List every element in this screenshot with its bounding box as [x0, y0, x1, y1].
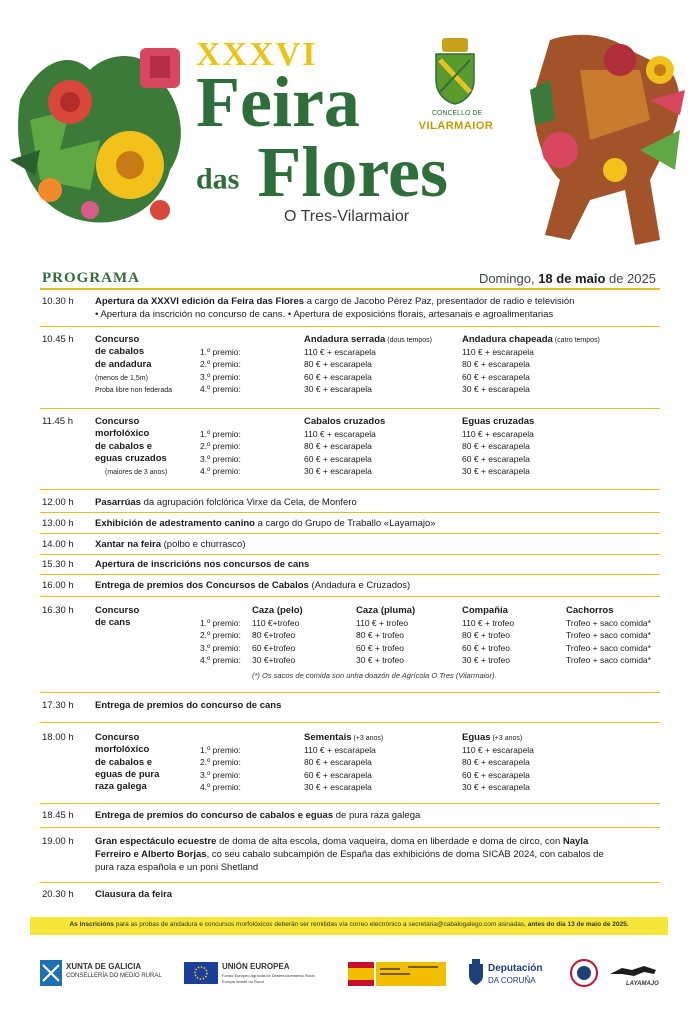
- deputacion-coruna: DA CORUÑA: [488, 976, 536, 985]
- contest-pura-raza-title: [95, 732, 159, 793]
- prize-value: 80 € + escarapela: [304, 441, 372, 452]
- divider: [40, 512, 660, 513]
- col-eguas-cruzadas-title: Eguas cruzadas: [462, 416, 535, 427]
- event-bold: Pasarrúas: [95, 497, 141, 508]
- time-1200: 12.00 h: [42, 497, 74, 508]
- time-1730: 17.30 h: [42, 700, 74, 711]
- event-1030-line2: • Apertura da inscrición no concurso de cans. • Apertura de exposicións florais, artesanais e agroalimentarias: [95, 309, 554, 320]
- divider: [40, 596, 660, 597]
- event-1530: Apertura de inscricións nos concursos de cans: [95, 559, 310, 570]
- time-1900: 19.00 h: [42, 836, 74, 847]
- col-title: Eguas: [462, 732, 491, 743]
- flower-illustration-left-icon: [10, 40, 200, 240]
- col-eguas: [462, 744, 534, 793]
- col-cabalos-cruzados-title: Cabalos cruzados: [304, 416, 386, 427]
- prize-value: 80 € + trofeo: [462, 630, 510, 641]
- notice-bold: As inscricións: [69, 921, 114, 928]
- title-line: morfolóxico: [95, 744, 150, 756]
- prize-labels: [200, 428, 241, 477]
- contest-andadura-note1: (menos de 1,5m): [95, 375, 148, 382]
- divider: [40, 722, 660, 723]
- event-1400: [95, 539, 245, 551]
- prize-label: 1.º premio:: [200, 745, 241, 755]
- col-title: Sementais: [304, 732, 352, 743]
- event-1030-bold: Apertura da XXXVI edición da Feira das Flores: [95, 296, 305, 307]
- prize-value: 30 € + escarapela: [304, 383, 372, 394]
- event-1900-line2: [95, 849, 604, 861]
- prize-label: 4.º premio:: [200, 781, 241, 792]
- prize-label: 1.º premio:: [200, 429, 241, 439]
- prize-label: 2.º premio:: [200, 359, 241, 370]
- prize-value: 30 € + trofeo: [462, 654, 510, 665]
- divider: [40, 803, 660, 804]
- ue-label: UNIÓN EUROPEA: [222, 962, 290, 971]
- col-title: Andadura chapeada: [462, 334, 553, 345]
- municipality-crest-icon: [432, 36, 478, 106]
- divider: [40, 692, 660, 693]
- prize-value: 110 € + escarapela: [304, 745, 376, 755]
- prize-value: 80 € + escarapela: [462, 441, 530, 452]
- title-line: eguas de pura: [95, 768, 160, 780]
- event-1600: [95, 580, 410, 592]
- xunta-consellaria: CONSELLERÍA DO MEDIO RURAL: [66, 973, 162, 979]
- event-text: de pura raza galega: [333, 810, 421, 821]
- eu-flag-icon: [184, 962, 218, 984]
- time-1030: 10.30 h: [42, 296, 74, 307]
- divider: [40, 554, 660, 555]
- date-bold: 18 de maio: [538, 271, 606, 286]
- prize-value: 110 € + escarapela: [304, 429, 376, 439]
- prize-value: Trofeo + saco comida*: [566, 618, 651, 628]
- title-line: eguas cruzados: [95, 452, 167, 464]
- col-note: (catro tempos): [552, 337, 600, 344]
- deputacion-label: Deputación: [488, 963, 543, 974]
- prize-label: 2.º premio:: [200, 441, 241, 452]
- time-1145: 11.45 h: [42, 416, 73, 427]
- prize-value: 80 € + escarapela: [304, 757, 372, 768]
- prize-label: 3.º premio:: [200, 371, 241, 382]
- title-line: morfolóxico: [95, 428, 150, 440]
- event-1900-line3: pura raza española e un poni Shetland: [95, 862, 259, 873]
- prize-value: Trofeo + saco comida*: [566, 654, 651, 665]
- event-1730: Entrega de premios do concurso de cans: [95, 700, 282, 711]
- prize-label: 3.º premio:: [200, 453, 241, 464]
- horse-association-badge-icon: [570, 957, 598, 989]
- divider: [40, 408, 660, 409]
- title-flores-line: [196, 132, 448, 215]
- prize-value: 110 €+trofeo: [252, 618, 300, 628]
- title-line: Concurso: [95, 334, 140, 345]
- divider: [40, 489, 660, 490]
- time-1300: 13.00 h: [42, 518, 74, 529]
- divider: [40, 882, 660, 883]
- title-line: Concurso: [95, 732, 140, 743]
- prize-label: 4.º premio:: [200, 383, 241, 394]
- event-1200: [95, 497, 357, 509]
- inscription-notice: [30, 921, 668, 928]
- event-text: da agrupación folclórica Virxe da Cela, de Monfero: [140, 497, 357, 508]
- prize-value: 30 € + escarapela: [462, 781, 530, 792]
- col-cachorros-title: Cachorros: [566, 605, 614, 616]
- prize-value: 80 € + escarapela: [462, 757, 530, 768]
- contest-andadura-title: [95, 334, 152, 371]
- deputacion-crest-icon: [467, 958, 485, 986]
- title-line: Concurso: [95, 416, 140, 427]
- prize-value: 110 € + escarapela: [462, 745, 534, 755]
- prize-value: 60 € + escarapela: [304, 769, 372, 780]
- time-2030: 20.30 h: [42, 889, 74, 900]
- col-title: Andadura serrada: [304, 334, 386, 345]
- prize-labels: [200, 744, 241, 793]
- title-line: Concurso: [95, 605, 140, 616]
- prize-value: 80 € + escarapela: [462, 359, 530, 370]
- title-line: de cabalos e: [95, 756, 153, 768]
- prize-label: 2.º premio:: [200, 757, 241, 768]
- event-bold: Ferreiro e Alberto Borjas: [95, 849, 207, 860]
- poster-header: [0, 0, 698, 262]
- divider: [40, 533, 660, 534]
- event-2030: Clausura da feira: [95, 889, 173, 900]
- prize-value: Trofeo + saco comida*: [566, 642, 651, 653]
- prize-label: 4.º premio:: [200, 654, 241, 665]
- title-feira: Feira: [196, 62, 360, 142]
- prize-value: 60 €+trofeo: [252, 642, 296, 653]
- event-bold: Exhibición de adestramento canino: [95, 518, 255, 529]
- title-line: de cans: [95, 617, 131, 629]
- time-1630: 16.30 h: [42, 605, 74, 616]
- event-text: a cargo do Grupo de Traballo «Layamajo»: [254, 518, 436, 529]
- prize-value: 60 € + escarapela: [462, 769, 530, 780]
- notice-text: para as probas de andadura e concursos morfolóxicos deberán ser remitidas vía correo electrónico a secretaria@cabalogalego.com asinadas,: [113, 921, 528, 928]
- prize-value: 30 € + escarapela: [462, 465, 530, 476]
- date-suffix: de 2025: [605, 271, 656, 286]
- event-1030: [95, 296, 574, 308]
- prize-label: 1.º premio:: [200, 618, 241, 628]
- concello-label: CONCELLO DE: [431, 110, 483, 117]
- prize-labels: [200, 617, 241, 666]
- prize-value: 60 € + escarapela: [462, 453, 530, 464]
- time-1800: 18.00 h: [42, 732, 74, 743]
- prize-value: 60 € + escarapela: [304, 453, 372, 464]
- contest-cruzados-note: (maiores de 3 anos): [105, 469, 168, 476]
- time-1400: 14.00 h: [42, 539, 74, 550]
- divider: [40, 326, 660, 327]
- time-1045: 10.45 h: [42, 334, 74, 345]
- prize-value: 80 € + escarapela: [304, 359, 372, 370]
- prize-value: 110 € + trofeo: [356, 618, 409, 628]
- event-1845: [95, 810, 420, 822]
- col-cachorros: [566, 617, 651, 666]
- prize-value: 30 € + escarapela: [462, 383, 530, 394]
- prize-value: 110 € + escarapela: [304, 347, 376, 357]
- event-bold: Nayla: [562, 836, 589, 847]
- col-cabalos-cruzados: [304, 428, 376, 477]
- prize-label: 1.º premio:: [200, 347, 241, 357]
- notice-bold: antes do día 13 de maio de 2025.: [527, 921, 629, 928]
- programa-divider: [40, 288, 660, 290]
- title-line: de cabalos e: [95, 440, 153, 452]
- col-caza-pelo: [252, 617, 299, 666]
- prize-value: 80 €+trofeo: [252, 630, 296, 641]
- title-flores: Flores: [257, 132, 448, 212]
- col-compania-title: Compañía: [462, 605, 508, 616]
- event-text: , co seu cabalo subcampión de España das exhibicións de doma SICAB 2024, con cabalos de: [206, 849, 604, 860]
- divider: [40, 827, 660, 828]
- layamajo-dog-icon: [608, 962, 660, 980]
- col-note: (dous tempos): [385, 337, 432, 344]
- event-text: (polbo e churrasco): [161, 539, 246, 550]
- col-andadura-chapeada: [462, 346, 534, 395]
- prize-label: 2.º premio:: [200, 630, 241, 641]
- time-1845: 18.45 h: [42, 810, 74, 821]
- prize-value: 30 € + escarapela: [304, 781, 372, 792]
- edition-number: XXXVI: [196, 36, 318, 73]
- col-eguas-cruzadas: [462, 428, 534, 477]
- title-das: das: [196, 162, 240, 196]
- contest-cans-title: [95, 605, 139, 630]
- prize-label: 4.º premio:: [200, 465, 241, 476]
- event-bold: Entrega de premios dos Concursos de Cabalos: [95, 580, 309, 591]
- event-date: [479, 271, 656, 286]
- event-1030-text: a cargo de Jacobo Pérez Paz, presentador de radio e televisión: [304, 296, 575, 307]
- cans-footnote: (*) Os sacos de comida son unha doazón de Agrícola O Tres (Vilarmaior).: [252, 671, 497, 680]
- prize-labels: [200, 346, 241, 395]
- col-caza-pluma: [356, 617, 408, 666]
- col-note: (+3 anos): [351, 735, 384, 742]
- time-1600: 16.00 h: [42, 580, 74, 591]
- prize-value: 110 € + escarapela: [462, 429, 534, 439]
- contest-andadura-note2: Proba libre non federada: [95, 387, 173, 394]
- xunta-label: XUNTA DE GALICIA: [66, 962, 142, 971]
- contest-cruzados-title: [95, 416, 167, 465]
- title-line: de andadura: [95, 358, 152, 370]
- date-prefix: Domingo,: [478, 271, 539, 286]
- prize-value: 80 € + trofeo: [356, 630, 404, 641]
- event-bold: Xantar na feira: [95, 539, 161, 550]
- prize-value: 30 € + escarapela: [304, 465, 372, 476]
- event-bold: Entrega de premios do concurso de cabalos e eguas: [95, 810, 334, 821]
- prize-value: 110 € + trofeo: [462, 618, 515, 628]
- divider: [40, 574, 660, 575]
- event-text: de doma de alta escola, doma vaqueira, doma en liberdade e doma de circo, con: [216, 836, 563, 847]
- prize-value: 60 € + escarapela: [462, 371, 530, 382]
- prize-label: 3.º premio:: [200, 769, 241, 780]
- prize-label: 3.º premio:: [200, 642, 241, 653]
- subtitle-location: O Tres-Vilarmaior: [284, 208, 410, 225]
- col-compania: [462, 617, 514, 666]
- event-1900-line1: [95, 836, 588, 848]
- title-line: de cabalos: [95, 346, 145, 358]
- col-andadura-serrada: [304, 346, 376, 395]
- col-caza-pelo-title: Caza (pelo): [252, 605, 303, 616]
- col-caza-pluma-title: Caza (pluma): [356, 605, 416, 616]
- col-note: (+3 anos): [490, 735, 523, 742]
- programa-title: PROGRAMA: [42, 270, 140, 286]
- event-1300: [95, 518, 436, 530]
- event-text: (Andadura e Cruzados): [308, 580, 411, 591]
- ue-rural: Europa inviste no Rural: [222, 979, 264, 984]
- spain-ministry-logo-icon: [348, 962, 446, 986]
- prize-value: Trofeo + saco comida*: [566, 630, 651, 641]
- municipality-name: VILARMAIOR: [418, 120, 494, 132]
- prize-value: 60 € + escarapela: [304, 371, 372, 382]
- prize-value: 60 € + trofeo: [462, 642, 510, 653]
- title-line: raza galega: [95, 781, 147, 793]
- prize-value: 60 € + trofeo: [356, 642, 404, 653]
- xunta-galicia-logo-icon: [40, 960, 62, 986]
- col-sementais: [304, 744, 376, 793]
- prize-value: 30 € + trofeo: [356, 654, 404, 665]
- event-bold: Gran espectáculo ecuestre: [95, 836, 217, 847]
- layamajo-label: LAYAMAJO: [626, 981, 659, 987]
- time-1530: 15.30 h: [42, 559, 74, 570]
- prize-value: 110 € + escarapela: [462, 347, 534, 357]
- ue-fund: Fondo Europeo Agrícola de Desenvolvemento Rural: [222, 973, 315, 978]
- prize-value: 30 €+trofeo: [252, 654, 296, 665]
- horse-flower-illustration-icon: [520, 30, 690, 255]
